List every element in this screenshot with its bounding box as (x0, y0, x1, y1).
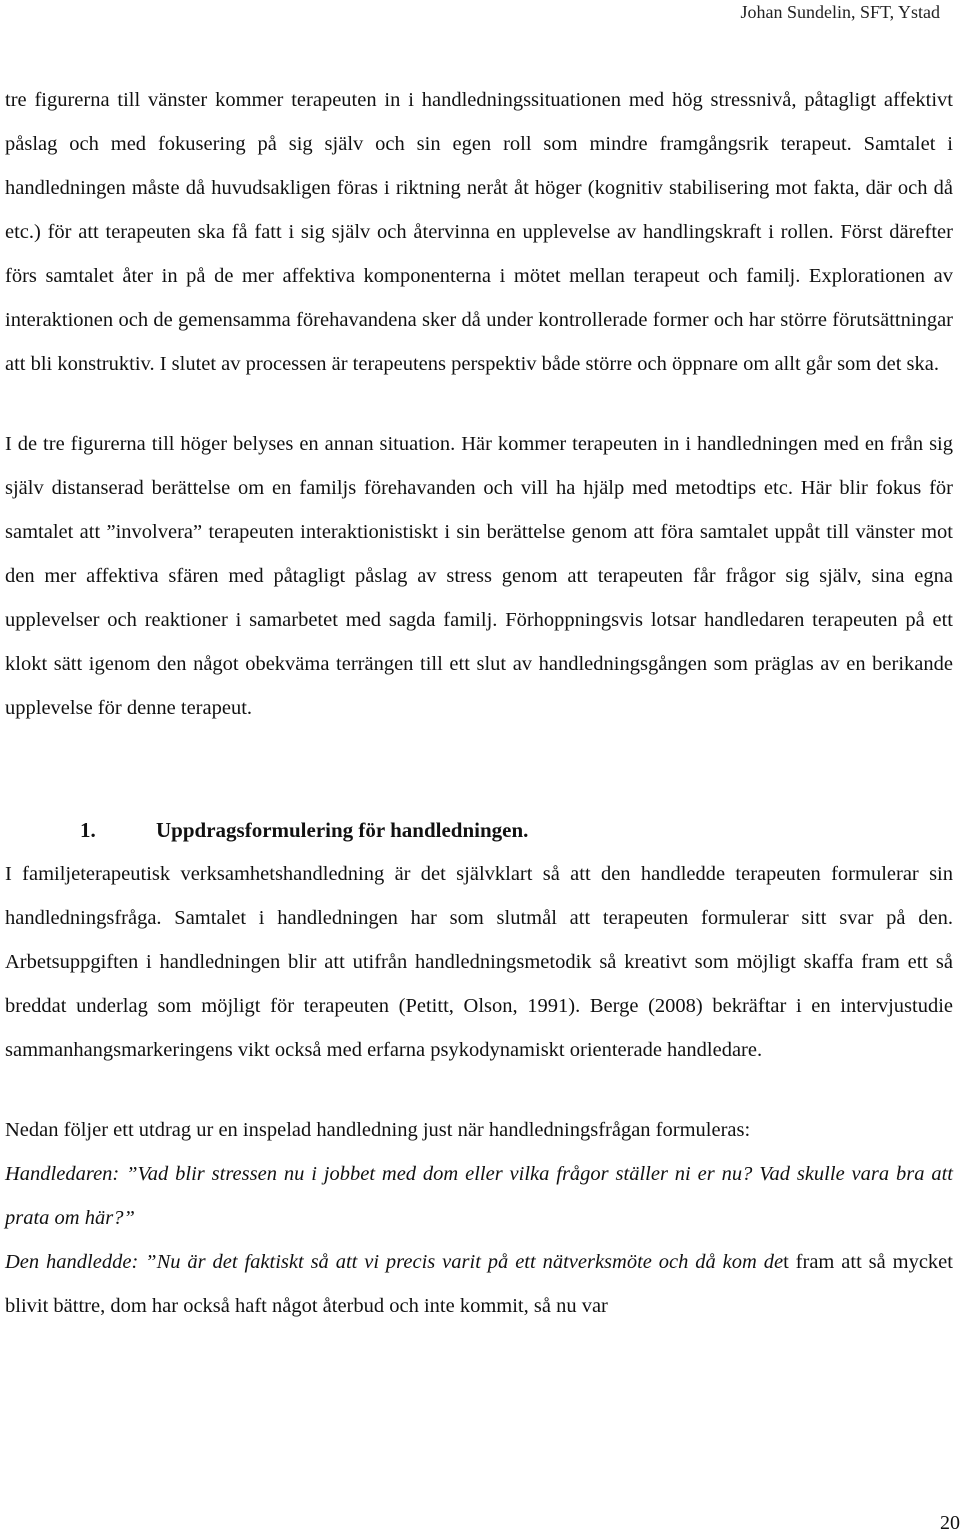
running-head: Johan Sundelin, SFT, Ystad (740, 2, 940, 22)
paragraph-excerpt-intro: Nedan följer ett utdrag ur en inspelad handledning just när handledningsfrågan formuleras: (5, 1119, 751, 1141)
page-number: 20 (940, 1512, 960, 1534)
section-number: 1. (80, 818, 96, 842)
page-body (5, 78, 953, 1328)
section-title: Uppdragsformulering för handledningen. (156, 818, 529, 842)
section-heading (5, 808, 953, 852)
paragraph-figures-left: tre figurerna till vänster kommer terapeuten in i handledningssituationen med hög stressnivå, påtagligt affektivt påslag och med fokusering på sig själv och sin egen roll som mindre framgångsrik terapeut. Samtalet i handledningen måste då huvudsakligen föras i riktning neråt åt höger (kognitiv stabilisering mot fakta, där och då etc.) för att terapeuten ska få fatt i sig själv och återvinna en upplevelse av handlingskraft i rollen. Först därefter förs samtalet åter in på de mer affektiva komponenterna i mötet mellan terapeut och familj. Explorationen av interaktionen och de gemensamma förehavandena sker då under kontrollerade former och har större förutsättningar att bli konstruktiv. I slutet av processen är terapeutens perspektiv både större och öppnare om allt går som det ska. (5, 89, 953, 375)
dialogue-supervisee (5, 1240, 953, 1328)
dialogue-supervisee-roman: t fram att så mycket blivit bättre, dom har också haft något återbud och inte kommit, så nu var (5, 1251, 953, 1317)
dialogue-supervisor: Handledaren: ”Vad blir stressen nu i jobbet med dom eller vilka frågor ställer ni er nu? Vad skulle vara bra att prata om här?” (5, 1163, 953, 1229)
dialogue-supervisee-italic: Den handledde: ”Nu är det faktiskt så att vi precis varit på ett nätverksmöte och då kom de (5, 1251, 784, 1273)
paragraph-figures-right: I de tre figurerna till höger belyses en annan situation. Här kommer terapeuten in i handledningen med en från sig själv distanserad berättelse om en familjs förehavanden och vill ha hjälp med metodtips etc. Här blir fokus för samtalet att ”involvera” terapeuten interaktionistiskt i sin berättelse genom att föra samtalet uppåt till vänster mot den mer affektiva sfären med påtagligt påslag av stress genom att terapeuten får frågor sig själv, sina egna upplevelser och reaktioner i samarbetet med sagda familj. Förhoppningsvis lotsar handledaren terapeuten på ett klokt sätt igenom den något obekväma terrängen till ett slut av handledningsgången som präglas av en berikande upplevelse för denne terapeut. (5, 433, 953, 719)
paragraph-supervision-question: I familjeterapeutisk verksamhetshandledning är det självklart så att den handledde terapeuten formulerar sin handledningsfråga. Samtalet i handledningen har som slutmål att terapeuten formulerar sitt svar på den. Arbetsuppgiften i handledningen blir att utifrån handledningsmetodik så kreativt som möjligt skaffa fram ett så breddat underlag som möjligt för terapeuten (Petitt, Olson, 1991). Berge (2008) bekräftar i en intervjustudie sammanhangsmarkeringens vikt också med erfarna psykodynamiskt orienterade handledare. (5, 863, 953, 1061)
